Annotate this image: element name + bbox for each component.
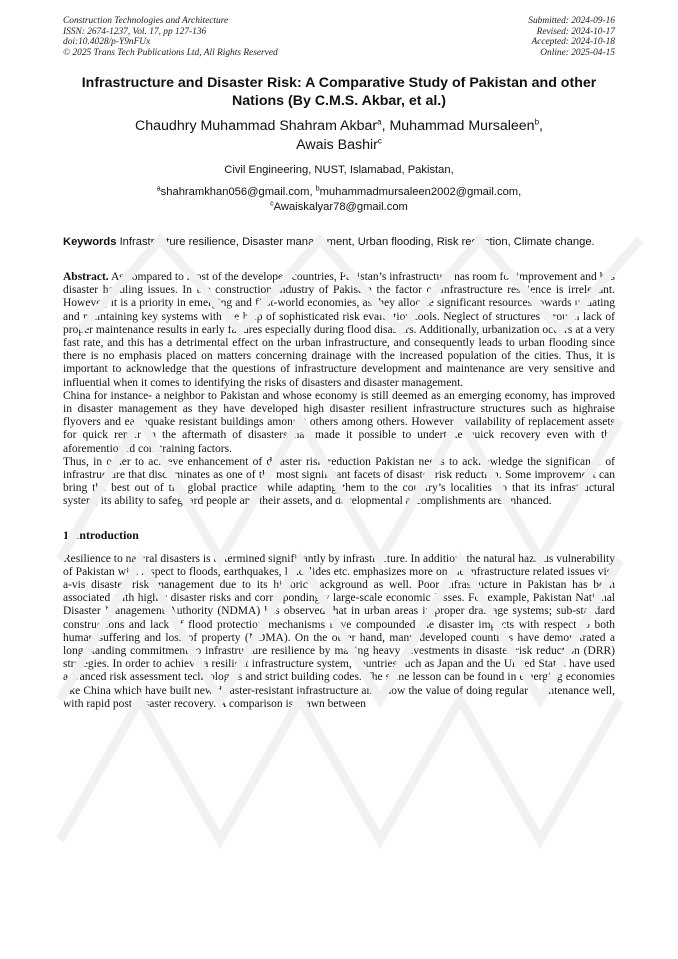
- email-address: Awaiskalyar78@gmail.com: [273, 201, 408, 213]
- doi: doi:10.4028/p-Y9nFUx: [63, 37, 151, 47]
- author-superscript: c: [377, 136, 382, 146]
- affiliation: Civil Engineering, NUST, Islamabad, Pakistan,: [224, 164, 454, 176]
- author-superscript: a: [377, 117, 382, 127]
- author-name: Chaudhry Muhammad Shahram Akbar: [135, 118, 378, 134]
- revised-date: Revised: 2024-10-17: [536, 26, 615, 37]
- author-name: Awais Bashir: [296, 137, 378, 153]
- keywords-section: [63, 235, 615, 250]
- author-list: Chaudhry Muhammad Shahram Akbar$^a$, Muhammad Mursaleen$^b$, Awais Bashir$^c$: [135, 117, 543, 153]
- email-superscript: b: [315, 185, 320, 193]
- submitted-date: Submitted: 2024-09-16: [528, 16, 615, 26]
- online-date: Online: 2025-04-15: [540, 47, 615, 58]
- keywords-label: Keywords: [63, 236, 117, 248]
- introduction-paragraph: Resilience to natural disasters is determined significantly by infrastructure. In addition, the natural hazards vulnerability of Pakistan with respect to floods, earthquakes, landslides etc. emphasizes more on the infrastructure related issues vis-a-vis disaster risk management due to its historic background as well. Poor infrastructure in Pakistan has been associated with higher disaster risks and correspondingly large-scale economic losses. For example, Pakistan National Disaster Management Authority (NDMA) has observed that in urban areas improper drainage systems; sub-standard constructions and lack of flood protection mechanisms have compounded the disaster impacts with respect to both human suffering and loss of property (NDMA). On the other hand, many developed countries have demonstrated a long-standing commitment to infrastructure resilience by making heavy investments in disaster risk reduction (DRR) strategies. In order to achieve a resilient infrastructure system, countries such as Japan and the United States have used advanced risk assessment technologies and strict building codes. The same lesson can be found in emerging economies like China which have built new disaster-resistant infrastructure and show the value of doing regular maintenance well, with rapid post-disaster recovery. A comparison is drawn between: [63, 552, 615, 710]
- issn: ISSN: 2674-1237, Vol. 17, pp 127-136: [63, 26, 207, 37]
- paper-title: Infrastructure and Disaster Risk: A Comparative Study of Pakistan and other Nations (By C.M.S. Akbar, et al.): [81, 75, 597, 109]
- keywords-text: Infrastructure resilience, Disaster management, Urban flooding, Risk reduction, Climate change.: [119, 236, 595, 248]
- abstract-paragraph: [63, 271, 615, 390]
- section-heading-introduction: 1. Introduction: [63, 527, 139, 542]
- author-emails: [63, 185, 615, 215]
- email-address: muhammadmursaleen2002@gmail.com,: [319, 186, 522, 198]
- abstract-label: Abstract.: [63, 271, 109, 283]
- accepted-date: Accepted: 2024-10-18: [531, 37, 615, 47]
- dates-info: [528, 16, 615, 58]
- abstract-text: As compared to most of the developed countries, Pakistan’s infrastructure has room for improvement and has disaster handling issues. In the construction industry of Pakistan the factor of infrastructure resilience is irrelevant. However, it is a priority in emerging and first-world economies, as they allocate significant resources towards updating and maintaining key systems with the help of sophisticated risk evaluation tools. Neglect of structures through lack of proper maintenance results in early failures especially during flood disasters. Additionally, urbanization occurs at a very fast rate, and this has a detrimental effect on the urban infrastructure, and consequently leads to urban flooding since there is no emphasis placed on matters concerning drainage with the increased population of the cities. Thus, it is important to acknowledge that the questions of infrastructure development and maintenance are very sensitive and influential when it comes to identifying the risks of disasters and disaster management.: [63, 271, 615, 389]
- author-name: Muhammad Mursaleen: [389, 118, 535, 134]
- email-address: shahramkhan056@gmail.com,: [160, 186, 313, 198]
- journal-name: Construction Technologies and Architecture: [63, 16, 229, 26]
- abstract-paragraph: Thus, in order to achieve enhancement of disaster risk reduction Pakistan needs to acknowledge the significance of infrastructure that discriminates as one of the most significant facets of disaster risk reduction. Some improvement can bring the best out of the global practices while adapting them to the country’s localities so that its infrastructural system, its ability to safeguard people and their assets, and developmental accomplishments are enhanced.: [63, 455, 615, 508]
- journal-header: [63, 16, 615, 58]
- author-superscript: b: [534, 117, 540, 127]
- email-superscript: a: [156, 185, 161, 193]
- abstract-paragraph: China for instance- a neighbor to Pakistan and whose economy is still deemed as an emerging economy, has improved in disaster management as they have developed high disaster resilient infrastructure structures such as highraise flyovers and earthquake resistant buildings amongst others among others. However, availability of replacement assets for quick repair in the aftermath of disasters has made it possible to undertake quick recovery even with the aforementioned constraining factors.: [63, 389, 615, 455]
- journal-info: [63, 16, 278, 58]
- abstract-section: [63, 271, 615, 509]
- copyright: © 2025 Trans Tech Publications Ltd, All Rights Reserved: [63, 47, 278, 58]
- email-superscript: c: [270, 200, 274, 208]
